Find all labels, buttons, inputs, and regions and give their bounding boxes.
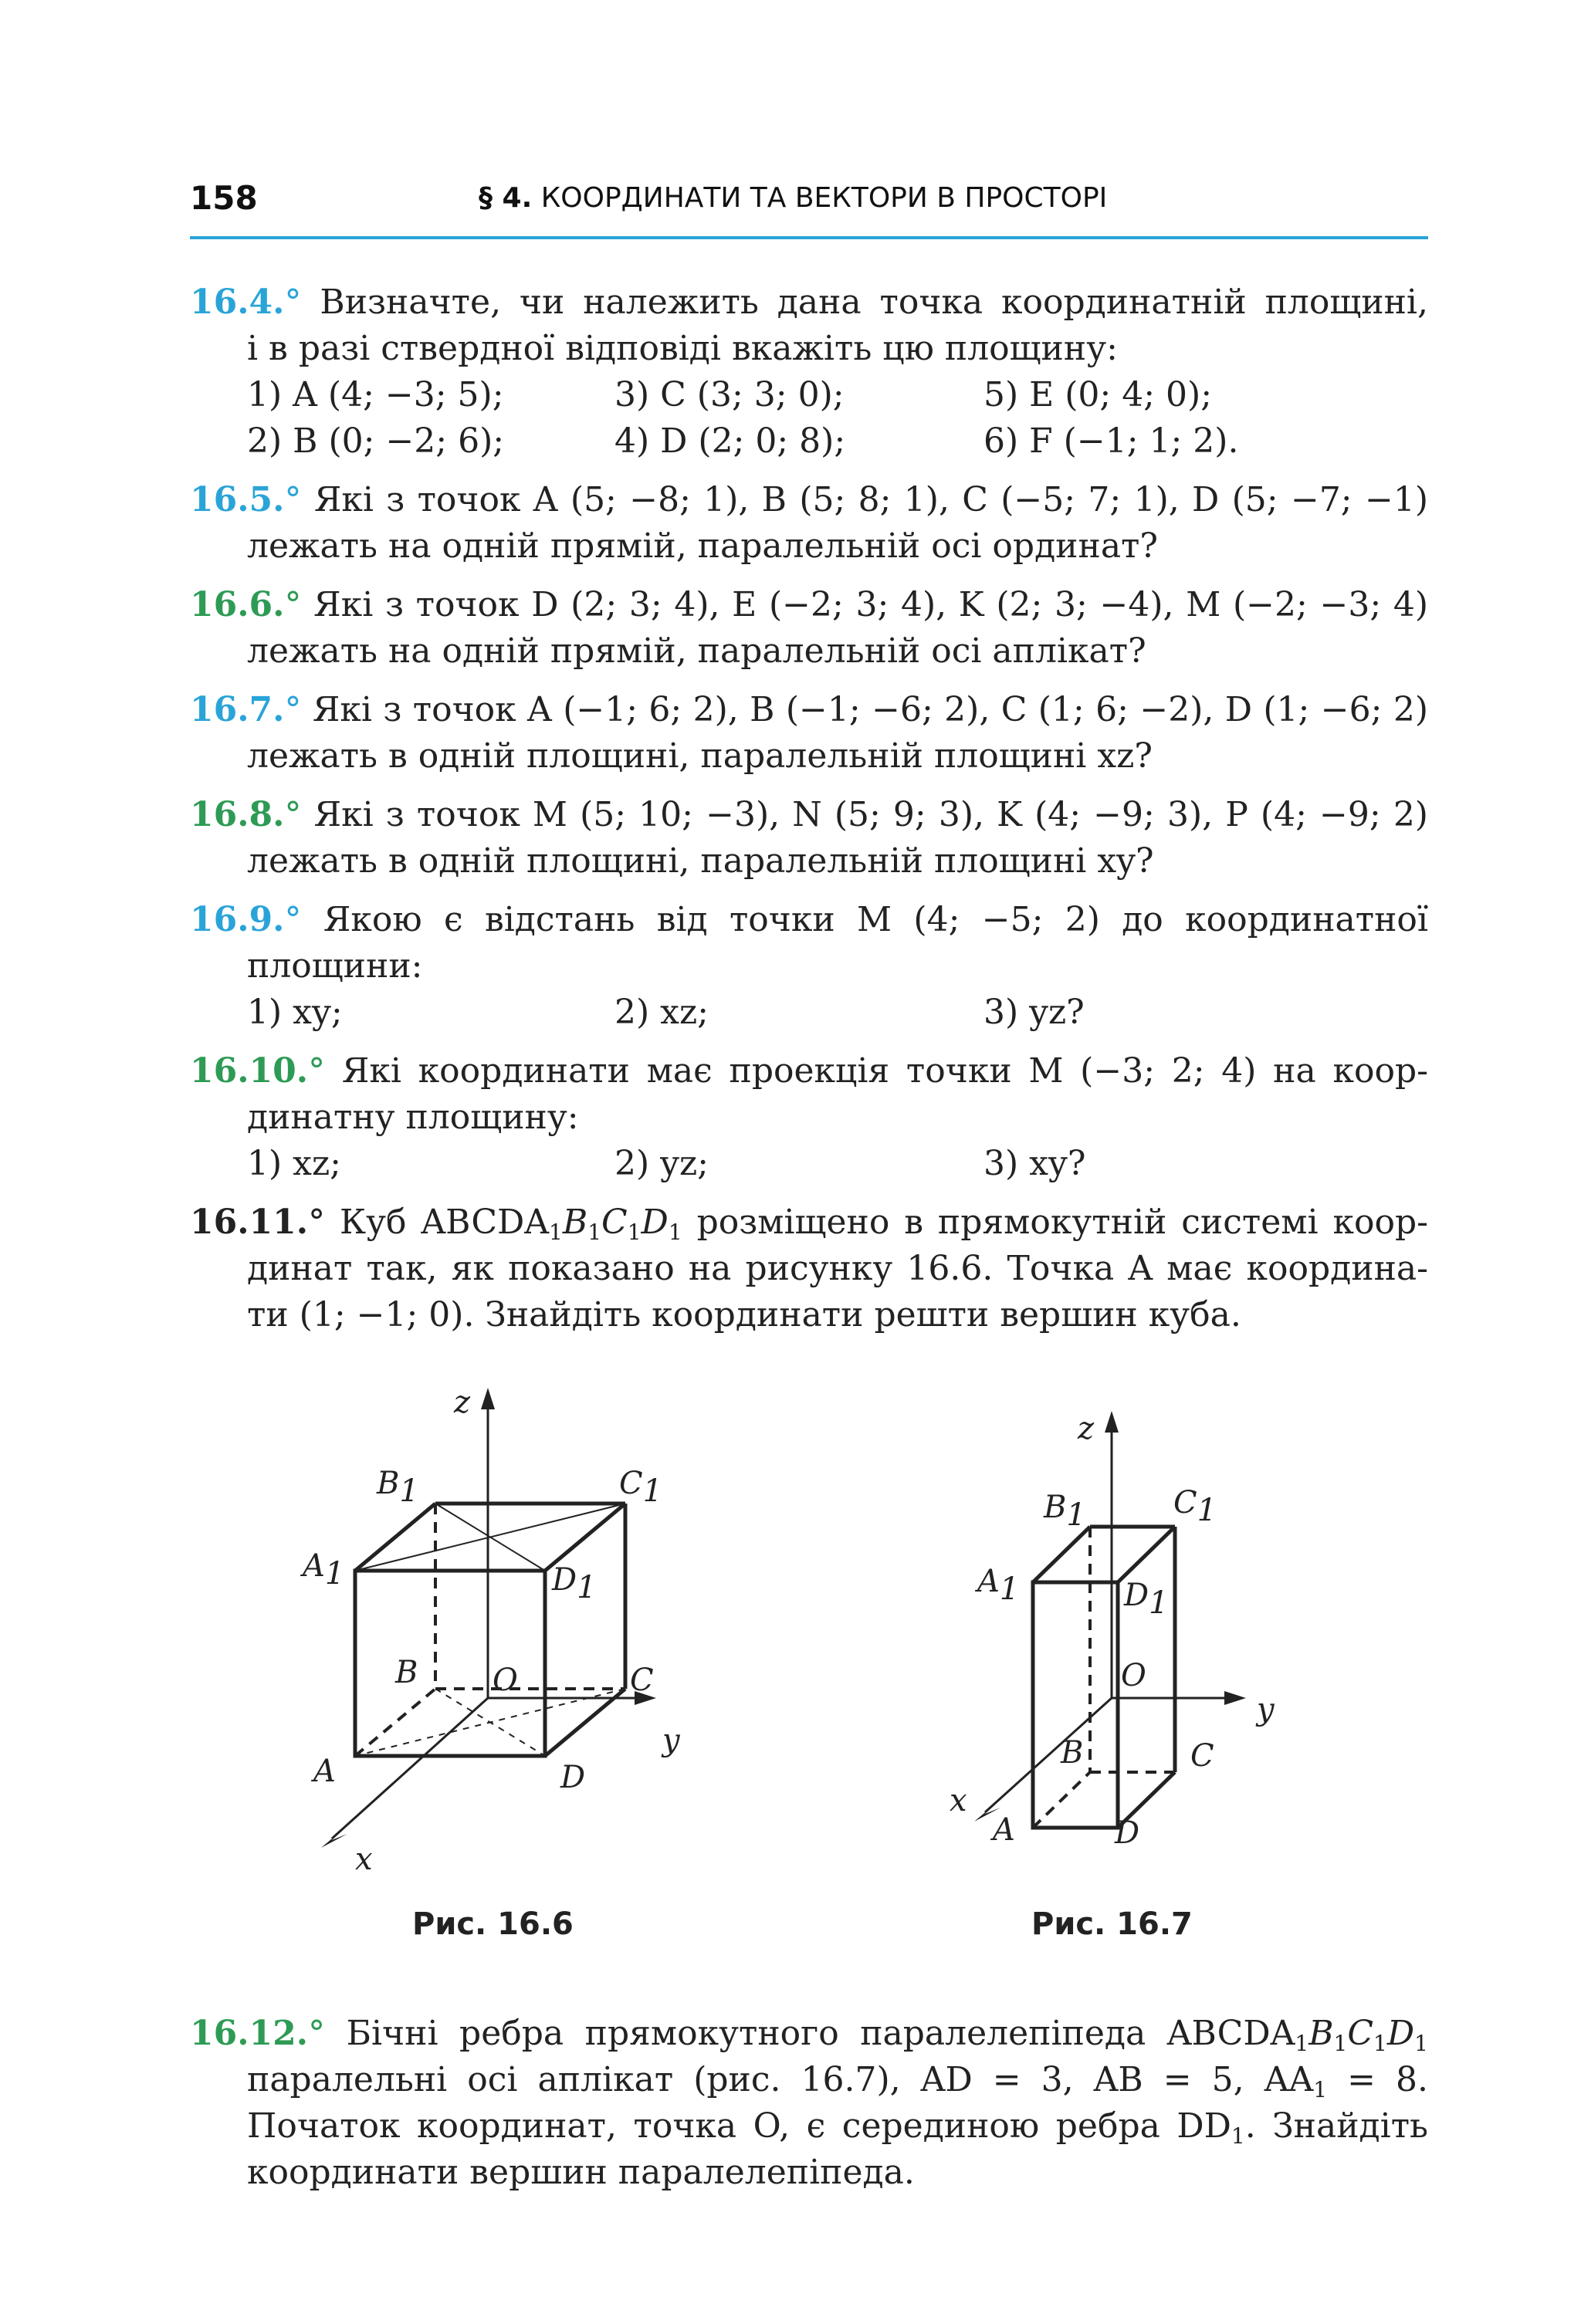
label-y: y xyxy=(1257,1692,1275,1727)
problem-text: Які координати має проекція точки M (−3; 2; 4) на коор- xyxy=(341,1051,1428,1091)
problem-16-10: 16.10.° Які координати має проекція точки M (−3; 2; 4) на коор- динатну площину: 1) xz; 2) yz; 3) xy? xyxy=(190,1048,1428,1187)
label-d: D xyxy=(560,1760,586,1795)
problem-text: Які з точок A (5; −8; 1), B (5; 8; 1), C (−5; 7; 1), D (5; −7; −1) xyxy=(313,480,1428,519)
label-a: A xyxy=(313,1754,336,1789)
problem-16-6: 16.6.° Які з точок D (2; 3; 4), E (−2; 3; 4), K (2; 3; −4), M (−2; −3; 4) лежать на одній прямій, паралельній осі аплікат? xyxy=(190,585,1428,671)
page-number: 158 xyxy=(190,179,258,217)
section-title xyxy=(479,182,1107,214)
label-a1: A1 xyxy=(977,1564,1020,1607)
label-o: O xyxy=(1121,1658,1146,1693)
label-b: B xyxy=(395,1655,418,1690)
problem-text: Визначте, чи належить дана точка координатній площині, xyxy=(320,282,1428,322)
problem-number: 16.12. xyxy=(190,2014,309,2053)
problem-number: 16.4. xyxy=(190,282,285,322)
problem-number: 16.8. xyxy=(190,795,285,834)
problem-text: Які з точок A (−1; 6; 2), B (−1; −6; 2), C (1; 6; −2), D (1; −6; 2) xyxy=(312,690,1428,729)
label-x: x xyxy=(950,1783,967,1818)
page-header xyxy=(190,179,1428,241)
problems-list xyxy=(190,279,1428,1351)
problem-text: Які з точок M (5; 10; −3), N (5; 9; 3), K (4; −9; 3), P (4; −9; 2) xyxy=(313,795,1428,834)
answer-options: 1) xy; 2) xz; 3) yz? xyxy=(247,993,1085,1032)
problem-number: 16.5. xyxy=(190,480,285,519)
label-c: C xyxy=(1190,1738,1214,1774)
problem-16-4: 16.4.° Визначте, чи належить дана точка координатній площині, і в разі ствердної відповіді вкажіть цю площину: 1) A (4; −3; 5); 3) C (3; 3; 0); 5) E (0; 4; 0); 2) B (0; −2; 6); 4) D (2; 0; 8); 6) F (−1; 1; 2). xyxy=(190,279,1428,465)
answer-options: 1) xz; 2) yz; 3) xy? xyxy=(247,1144,1086,1183)
label-b1: B1 xyxy=(377,1466,419,1509)
problem-16-11: 16.11.° Куб $ABCDA_1B_1C_1D_1$ розміщено в прямокутній системі коор- динат так, як показано на рисунку 16.6. Точка A має координа- ти (1; −1; 0). Знайдіть координати решти вершин куба. xyxy=(190,1203,1428,1335)
figure-caption-16-7: Рис. 16.7 xyxy=(1031,1906,1193,1942)
problem-number: 16.9. xyxy=(190,900,285,939)
label-x: x xyxy=(355,1842,373,1877)
label-y: y xyxy=(662,1723,680,1758)
problem-16-5: 16.5.° Які з точок A (5; −8; 1), B (5; 8; 1), C (−5; 7; 1), D (5; −7; −1) лежать на одній прямій, паралельній осі ординат? xyxy=(190,480,1428,566)
label-z: z xyxy=(454,1385,471,1420)
label-a: A xyxy=(993,1812,1015,1848)
problem-text: Якою є відстань від точки M (4; −5; 2) до координатної xyxy=(323,900,1428,939)
label-c: C xyxy=(630,1663,654,1698)
problem-text: Бічні ребра прямокутного паралелепіпеда $ABCDA_1B_1C_1D_1$ xyxy=(346,2014,1428,2056)
problem-number: 16.11. xyxy=(190,1203,309,1242)
label-d1: D1 xyxy=(1124,1578,1169,1621)
label-a1: A1 xyxy=(303,1548,345,1592)
label-b: B xyxy=(1061,1735,1084,1771)
label-c1: C1 xyxy=(1173,1485,1217,1528)
label-d: D xyxy=(1115,1815,1140,1851)
header-divider xyxy=(190,236,1428,239)
problem-16-7: 16.7.° Які з точок A (−1; 6; 2), B (−1; −6; 2), C (1; 6; −2), D (1; −6; 2) лежать в одній площині, паралельній площині xz? xyxy=(190,690,1428,776)
problem-16-8: 16.8.° Які з точок M (5; 10; −3), N (5; 9; 3), K (4; −9; 3), P (4; −9; 2) лежать в одній площині, паралельній площині xy? xyxy=(190,795,1428,881)
answer-options: 2) B (0; −2; 6); 4) D (2; 0; 8); 6) F (−1; 1; 2). xyxy=(247,421,1239,461)
problem-number: 16.10. xyxy=(190,1051,309,1091)
problem-text: Які з точок D (2; 3; 4), E (−2; 3; 4), K (2; 3; −4), M (−2; −3; 4) xyxy=(313,585,1428,624)
label-o: O xyxy=(493,1663,518,1698)
problem-number: 16.7. xyxy=(190,690,285,729)
answer-options: 1) A (4; −3; 5); 3) C (3; 3; 0); 5) E (0; 4; 0); xyxy=(247,375,1213,414)
problem-16-9: 16.9.° Якою є відстань від точки M (4; −5; 2) до координатної площини: 1) xy; 2) xz; 3) yz? xyxy=(190,897,1428,1036)
label-c1: C1 xyxy=(619,1466,663,1509)
problem-text: Куб $ABCDA_1B_1C_1D_1$ xyxy=(340,1203,682,1245)
label-z: z xyxy=(1078,1411,1095,1446)
figures xyxy=(0,1374,1581,1968)
figure-caption-16-6: Рис. 16.6 xyxy=(412,1906,574,1942)
problem-16-12: 16.12.° Бічні ребра прямокутного паралелепіпеда $ABCDA_1B_1C_1D_1$ паралельні осі аплікат (рис. 16.7), AD = 3, AB = 5, $AA_1 = 8$. Початок координат, точка O, є серединою ребра $DD_1$. Знайдіть координати вершин паралелепіпеда. xyxy=(190,2014,1428,2192)
problem-number: 16.6. xyxy=(190,585,285,624)
label-b1: B1 xyxy=(1044,1490,1086,1533)
section-name: КООРДИНАТИ ТА ВЕКТОРИ В ПРОСТОРІ xyxy=(540,182,1108,214)
figure-16-7 xyxy=(950,1374,1382,1899)
label-d1: D1 xyxy=(552,1562,597,1605)
problems-list-continued xyxy=(190,2011,1428,2208)
figure-16-6 xyxy=(278,1374,1050,1899)
section-symbol: § 4. xyxy=(479,182,533,214)
